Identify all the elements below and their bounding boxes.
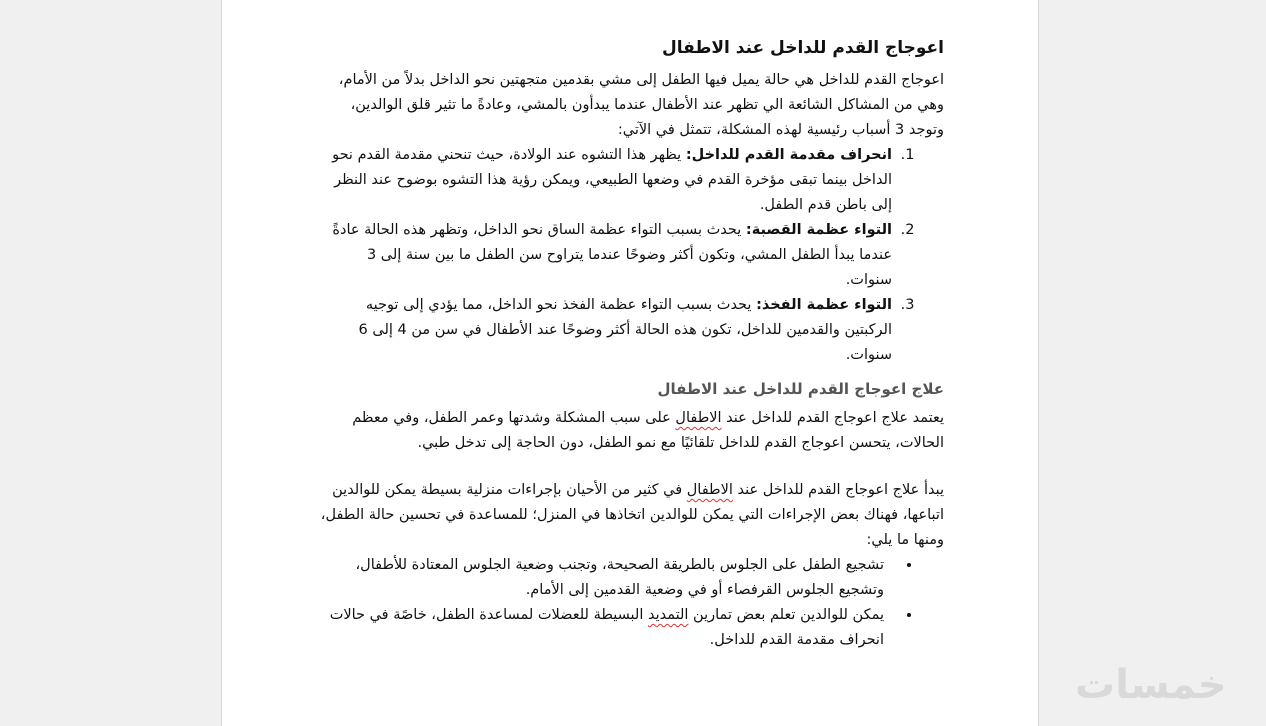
list-item [320,603,896,653]
text-run: يمكن للوالدين تعلم بعض تمارين [688,607,884,623]
intro-paragraph: اعوجاج القدم للداخل هي حالة يميل فيها الطفل إلى مشي بقدمين متجهتين نحو الداخل بدلاً من الأمام، وهي من المشاكل الشائعة الي تظهر عند الأطفال عندما يبدأون بالمشي، وعادةً ما تثير قلق الوالدين، وتوجد 3 أسباب رئيسية لهذه المشكلة، تتمثل في الآتي: [338,72,944,138]
cause-term: انحراف مقدمة القدم للداخل: [685,147,892,163]
misspelled-word[interactable]: التمديد [647,607,689,623]
document-page [221,0,1039,726]
text-run: البسيطة للعضلات لمساعدة الطفل، خاصًة في حالات انحراف مقدمة القدم للداخل. [329,607,884,648]
treatment-paragraph-1 [320,406,944,456]
tips-list [320,553,944,653]
list-item [320,293,896,368]
treatment-heading: علاج اعوجاج القدم للداخل عند الاطفال [657,380,944,398]
list-item [320,553,896,603]
cause-term: التواء عظمة القصبة: [745,222,892,238]
text-run: تشجيع الطفل على الجلوس بالطريقة الصحيحة، وتجنب وضعية الجلوس المعتادة للأطفال، وتشجيع الجلوس القرفصاء أو في وضعية القدمين إلى الأمام. [355,557,884,598]
cause-term: التواء عظمة الفخذ: [756,297,892,313]
document-body[interactable] [320,34,944,653]
page-title: اعوجاج القدم للداخل عند الاطفال [661,38,944,58]
text-run: على سبب المشكلة وشدتها وعمر الطفل، وفي معظم الحالات، يتحسن اعوجاج القدم للداخل تلقائيًا مع نمو الطفل، دون الحاجة إلى تدخل طبي. [352,410,944,451]
misspelled-word[interactable]: الاطفال [686,482,733,498]
watermark-logo: خمسات [1075,662,1227,708]
text-run: يبدأ علاج اعوجاج القدم للداخل عند [732,482,944,498]
list-item [320,143,896,218]
cause-text: يظهر هذا التشوه عند الولادة، حيث تنحني مقدمة القدم نحو الداخل بينما تبقى مؤخرة القدم في وضعها الطبيعي، ويمكن رؤية هذا التشوه بوضوح عند النظر إلى باطن قدم الطفل. [332,147,892,213]
text-run: يعتمد علاج اعوجاج القدم للداخل عند [721,410,944,426]
cause-text: يحدث بسبب التواء عظمة الساق نحو الداخل، وتظهر هذه الحالة عادةً عندما يبدأ الطفل المشي، وتكون أكثر وضوحًا عندما يتراوح سن الطفل ما بين سنة إلى 3 سنوات. [332,222,892,288]
text-run: في كثير من الأحيان بإجراءات منزلية بسيطة يمكن للوالدين اتباعها، فهناك بعض الإجراءات التي يمكن للوالدين اتخاذها في المنزل؛ للمساعدة في تحسين حالة الطفل، ومنها ما يلي: [320,482,944,548]
treatment-paragraph-2 [320,478,944,553]
empty-line [320,456,944,478]
causes-list [320,143,944,368]
list-item [320,218,896,293]
misspelled-word[interactable]: الاطفال [675,410,722,426]
cause-text: يحدث بسبب التواء عظمة الفخذ نحو الداخل، مما يؤدي إلى توجيه الركبتين والقدمين للداخل، تكون هذه الحالة أكثر وضوحًا عند الأطفال في سن من 4 إلى 6 سنوات. [358,297,892,363]
